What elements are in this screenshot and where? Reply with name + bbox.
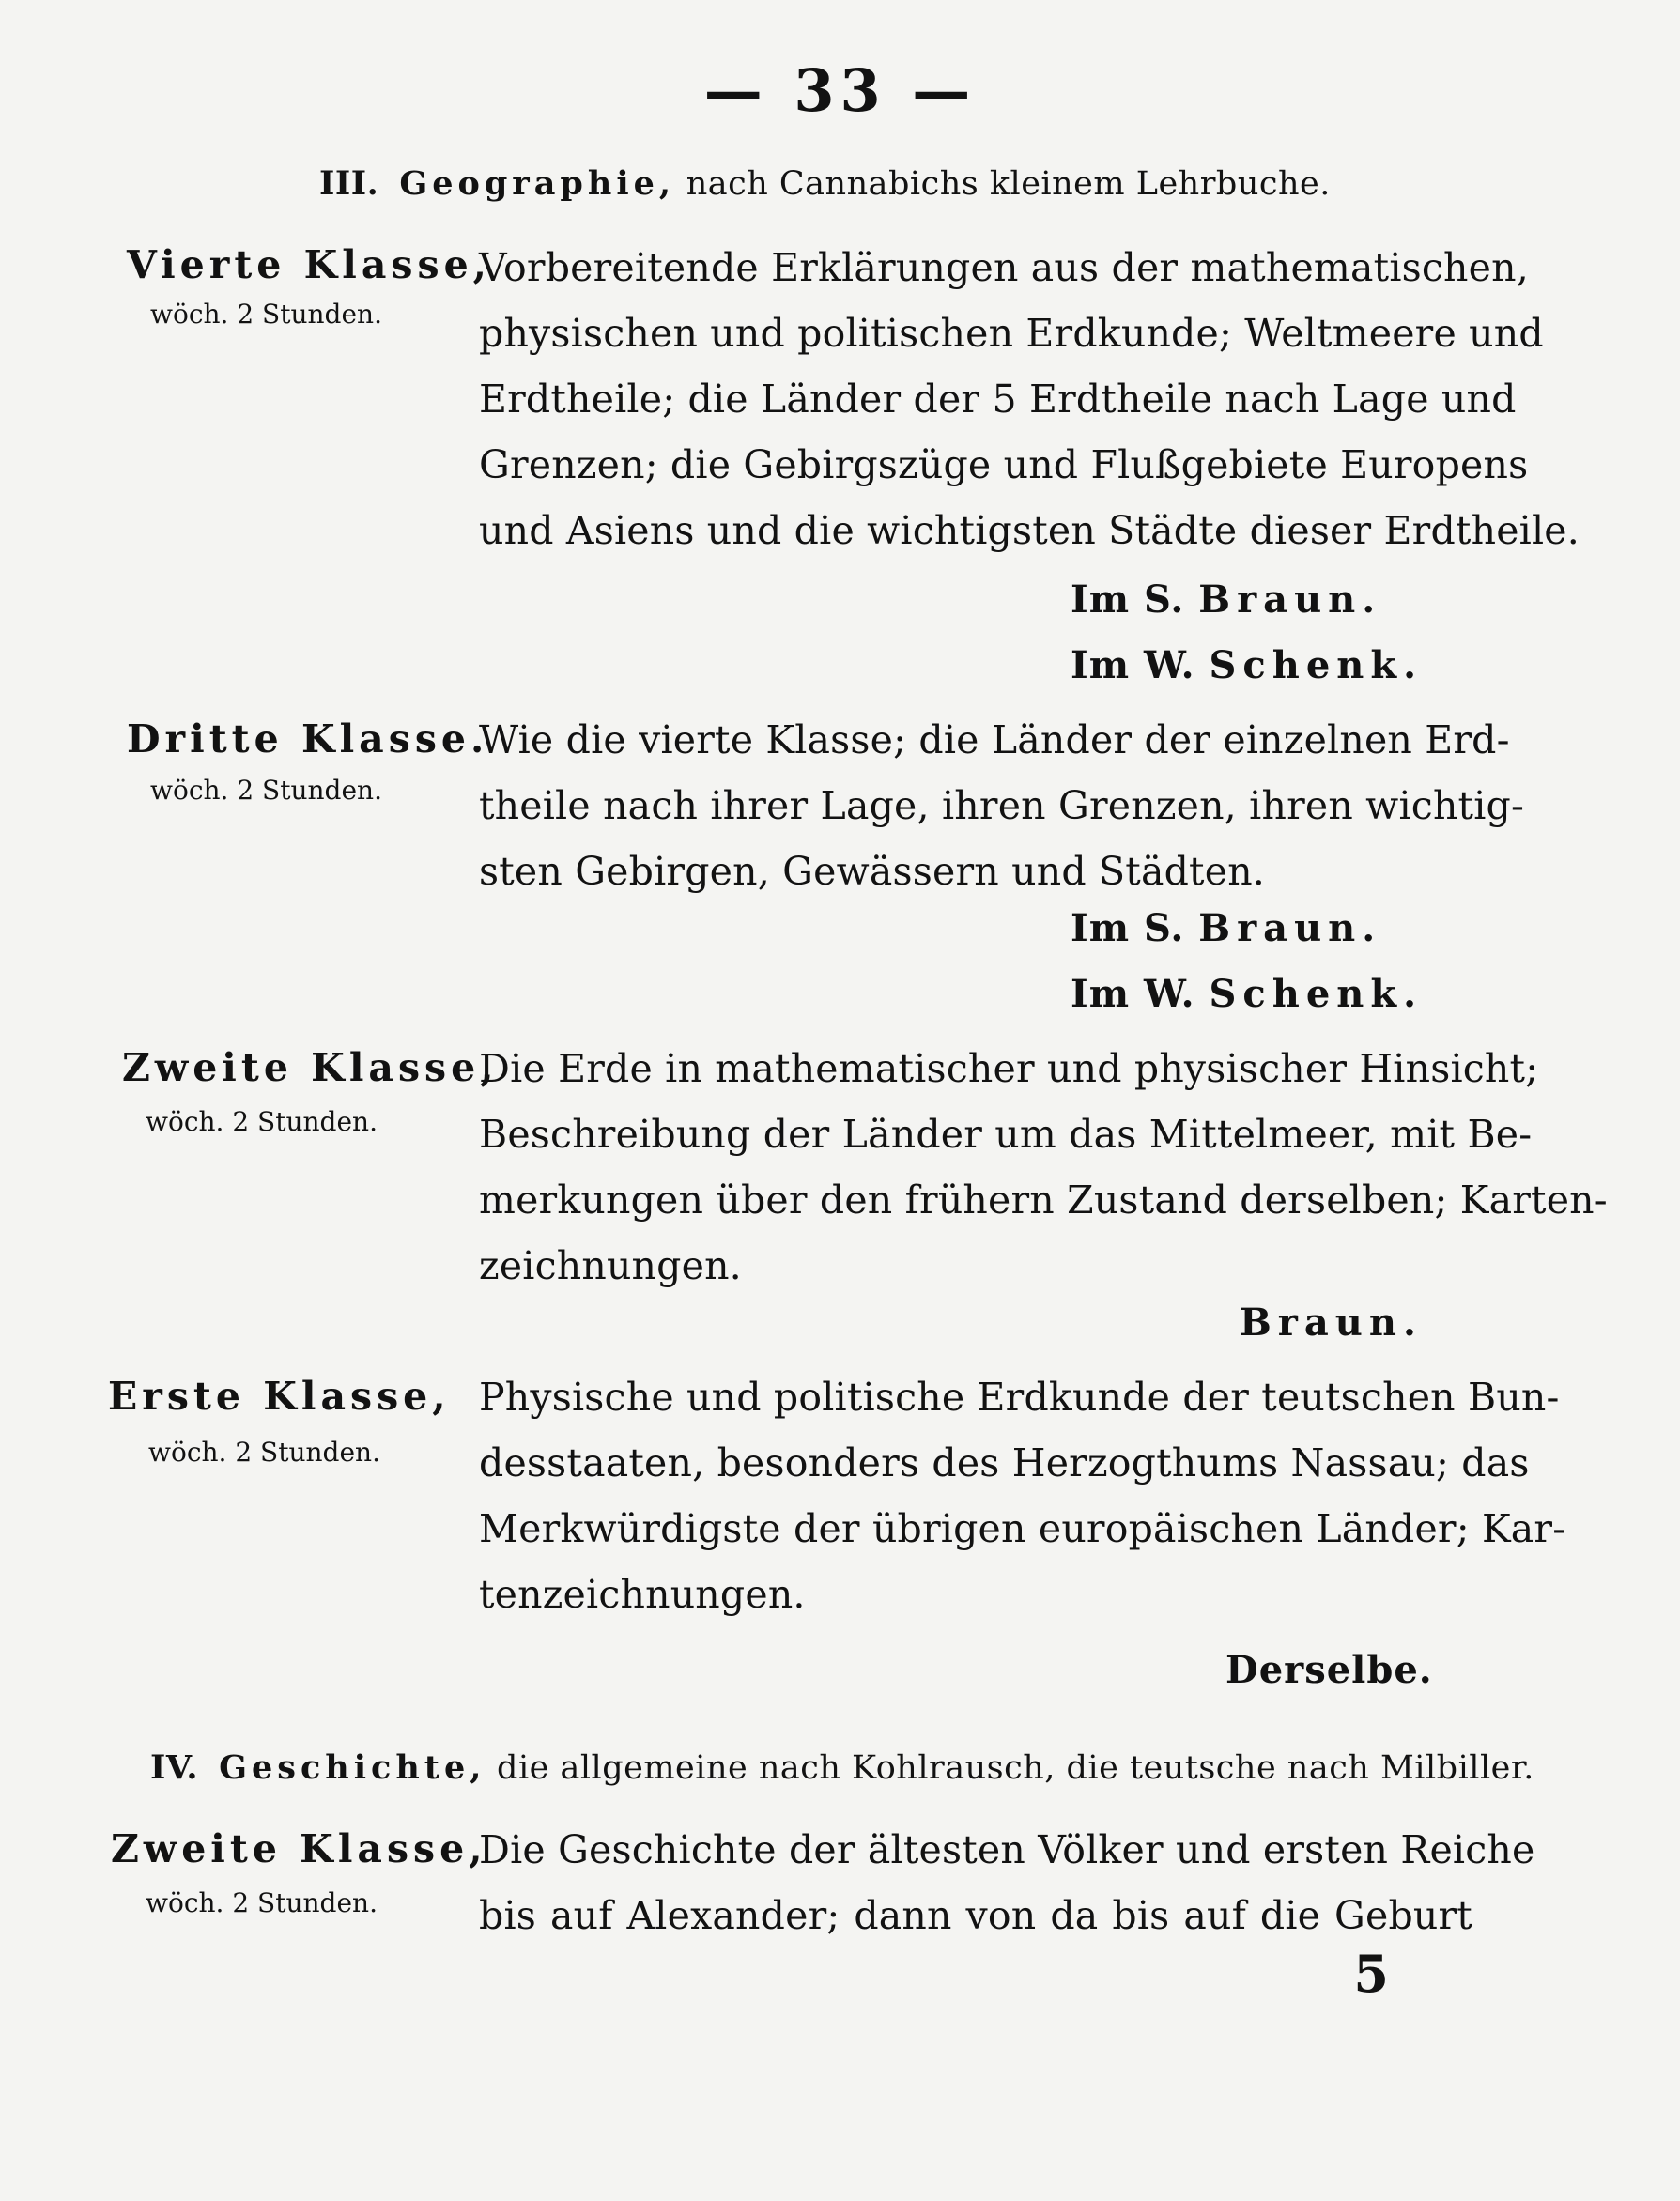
text-line: bis auf Alexander; dann von da bis auf die Geburt	[479, 1893, 1472, 1938]
text-line: zeichnungen.	[479, 1243, 742, 1288]
text-line: Physische und politische Erdkunde der teutschen Bun-	[479, 1375, 1560, 1420]
section-subtitle: die allgemeine nach Kohlrausch, die teutsche nach Milbiller.	[497, 1749, 1534, 1787]
entry-text	[479, 235, 1580, 563]
teacher-line	[1240, 1301, 1423, 1345]
entry-text	[479, 1817, 1535, 1948]
teacher-name: Derselbe.	[1225, 1648, 1433, 1692]
hours-label: wöch. 2 Stunden.	[150, 299, 382, 330]
text-line: physischen und politischen Erdkunde; Weltmeere und	[479, 311, 1544, 356]
teacher-season: Im S.	[1071, 577, 1185, 622]
signature-mark: 5	[1353, 1944, 1389, 2004]
section-title: Geographie,	[399, 164, 676, 203]
text-line: Die Erde in mathematischer und physischer Hinsicht;	[479, 1046, 1539, 1091]
class-label: Erste Klasse,	[108, 1374, 451, 1419]
text-line: Merkwürdigste der übrigen europäischen Länder; Kar-	[479, 1506, 1566, 1551]
section-title: Geschichte,	[219, 1748, 486, 1787]
teacher-season: Im S.	[1071, 906, 1185, 950]
section-number: IV.	[150, 1748, 199, 1787]
class-label: Vierte Klasse,	[127, 242, 491, 287]
text-line: Vorbereitende Erklärungen aus der mathematischen,	[479, 245, 1529, 290]
text-line: merkungen über den frühern Zustand derselben; Karten-	[479, 1177, 1608, 1223]
text-line: Wie die vierte Klasse; die Länder der einzelnen Erd-	[479, 717, 1510, 762]
text-line: Beschreibung der Länder um das Mittelmeer, mit Be-	[479, 1112, 1533, 1157]
section-heading-geographie	[319, 164, 1331, 203]
teacher-line	[1071, 577, 1381, 622]
text-line: Grenzen; die Gebirgszüge und Flußgebiete Europens	[479, 442, 1529, 487]
hours-label: wöch. 2 Stunden.	[146, 1106, 378, 1137]
teacher-line	[1071, 972, 1423, 1016]
hours-label: wöch. 2 Stunden.	[148, 1437, 380, 1468]
entry-text	[479, 707, 1525, 904]
hours-label: wöch. 2 Stunden.	[146, 1887, 378, 1918]
text-line: Erdtheile; die Länder der 5 Erdtheile nach Lage und	[479, 377, 1517, 422]
text-line: desstaaten, besonders des Herzogthums Nassau; das	[479, 1440, 1530, 1485]
page-number: — 33 —	[703, 56, 977, 125]
teacher-line	[1225, 1648, 1433, 1692]
class-label: Zweite Klasse,	[111, 1826, 487, 1871]
class-label: Dritte Klasse.	[127, 716, 489, 762]
teacher-season: Im W.	[1071, 643, 1195, 687]
teacher-name: Schenk.	[1209, 972, 1424, 1016]
text-line: und Asiens und die wichtigsten Städte dieser Erdtheile.	[479, 508, 1580, 553]
teacher-season: Im W.	[1071, 972, 1195, 1016]
hours-label: wöch. 2 Stunden.	[150, 775, 382, 806]
text-line: theile nach ihrer Lage, ihren Grenzen, ihren wichtig-	[479, 783, 1525, 828]
section-subtitle: nach Cannabichs kleinem Lehrbuche.	[686, 165, 1331, 203]
teacher-name: Braun.	[1198, 577, 1382, 622]
teacher-name: Braun.	[1240, 1301, 1423, 1345]
text-line: Die Geschichte der ältesten Völker und ersten Reiche	[479, 1827, 1535, 1872]
class-label: Zweite Klasse,	[122, 1045, 499, 1090]
teacher-line	[1071, 643, 1423, 687]
entry-text	[479, 1364, 1566, 1627]
teacher-name: Braun.	[1198, 906, 1382, 950]
text-line: sten Gebirgen, Gewässern und Städten.	[479, 849, 1266, 894]
section-number: III.	[319, 164, 379, 203]
text-line: tenzeichnungen.	[479, 1572, 806, 1617]
section-heading-geschichte	[150, 1748, 1534, 1787]
entry-text	[479, 1036, 1608, 1299]
teacher-line	[1071, 906, 1381, 950]
teacher-name: Schenk.	[1209, 643, 1424, 687]
